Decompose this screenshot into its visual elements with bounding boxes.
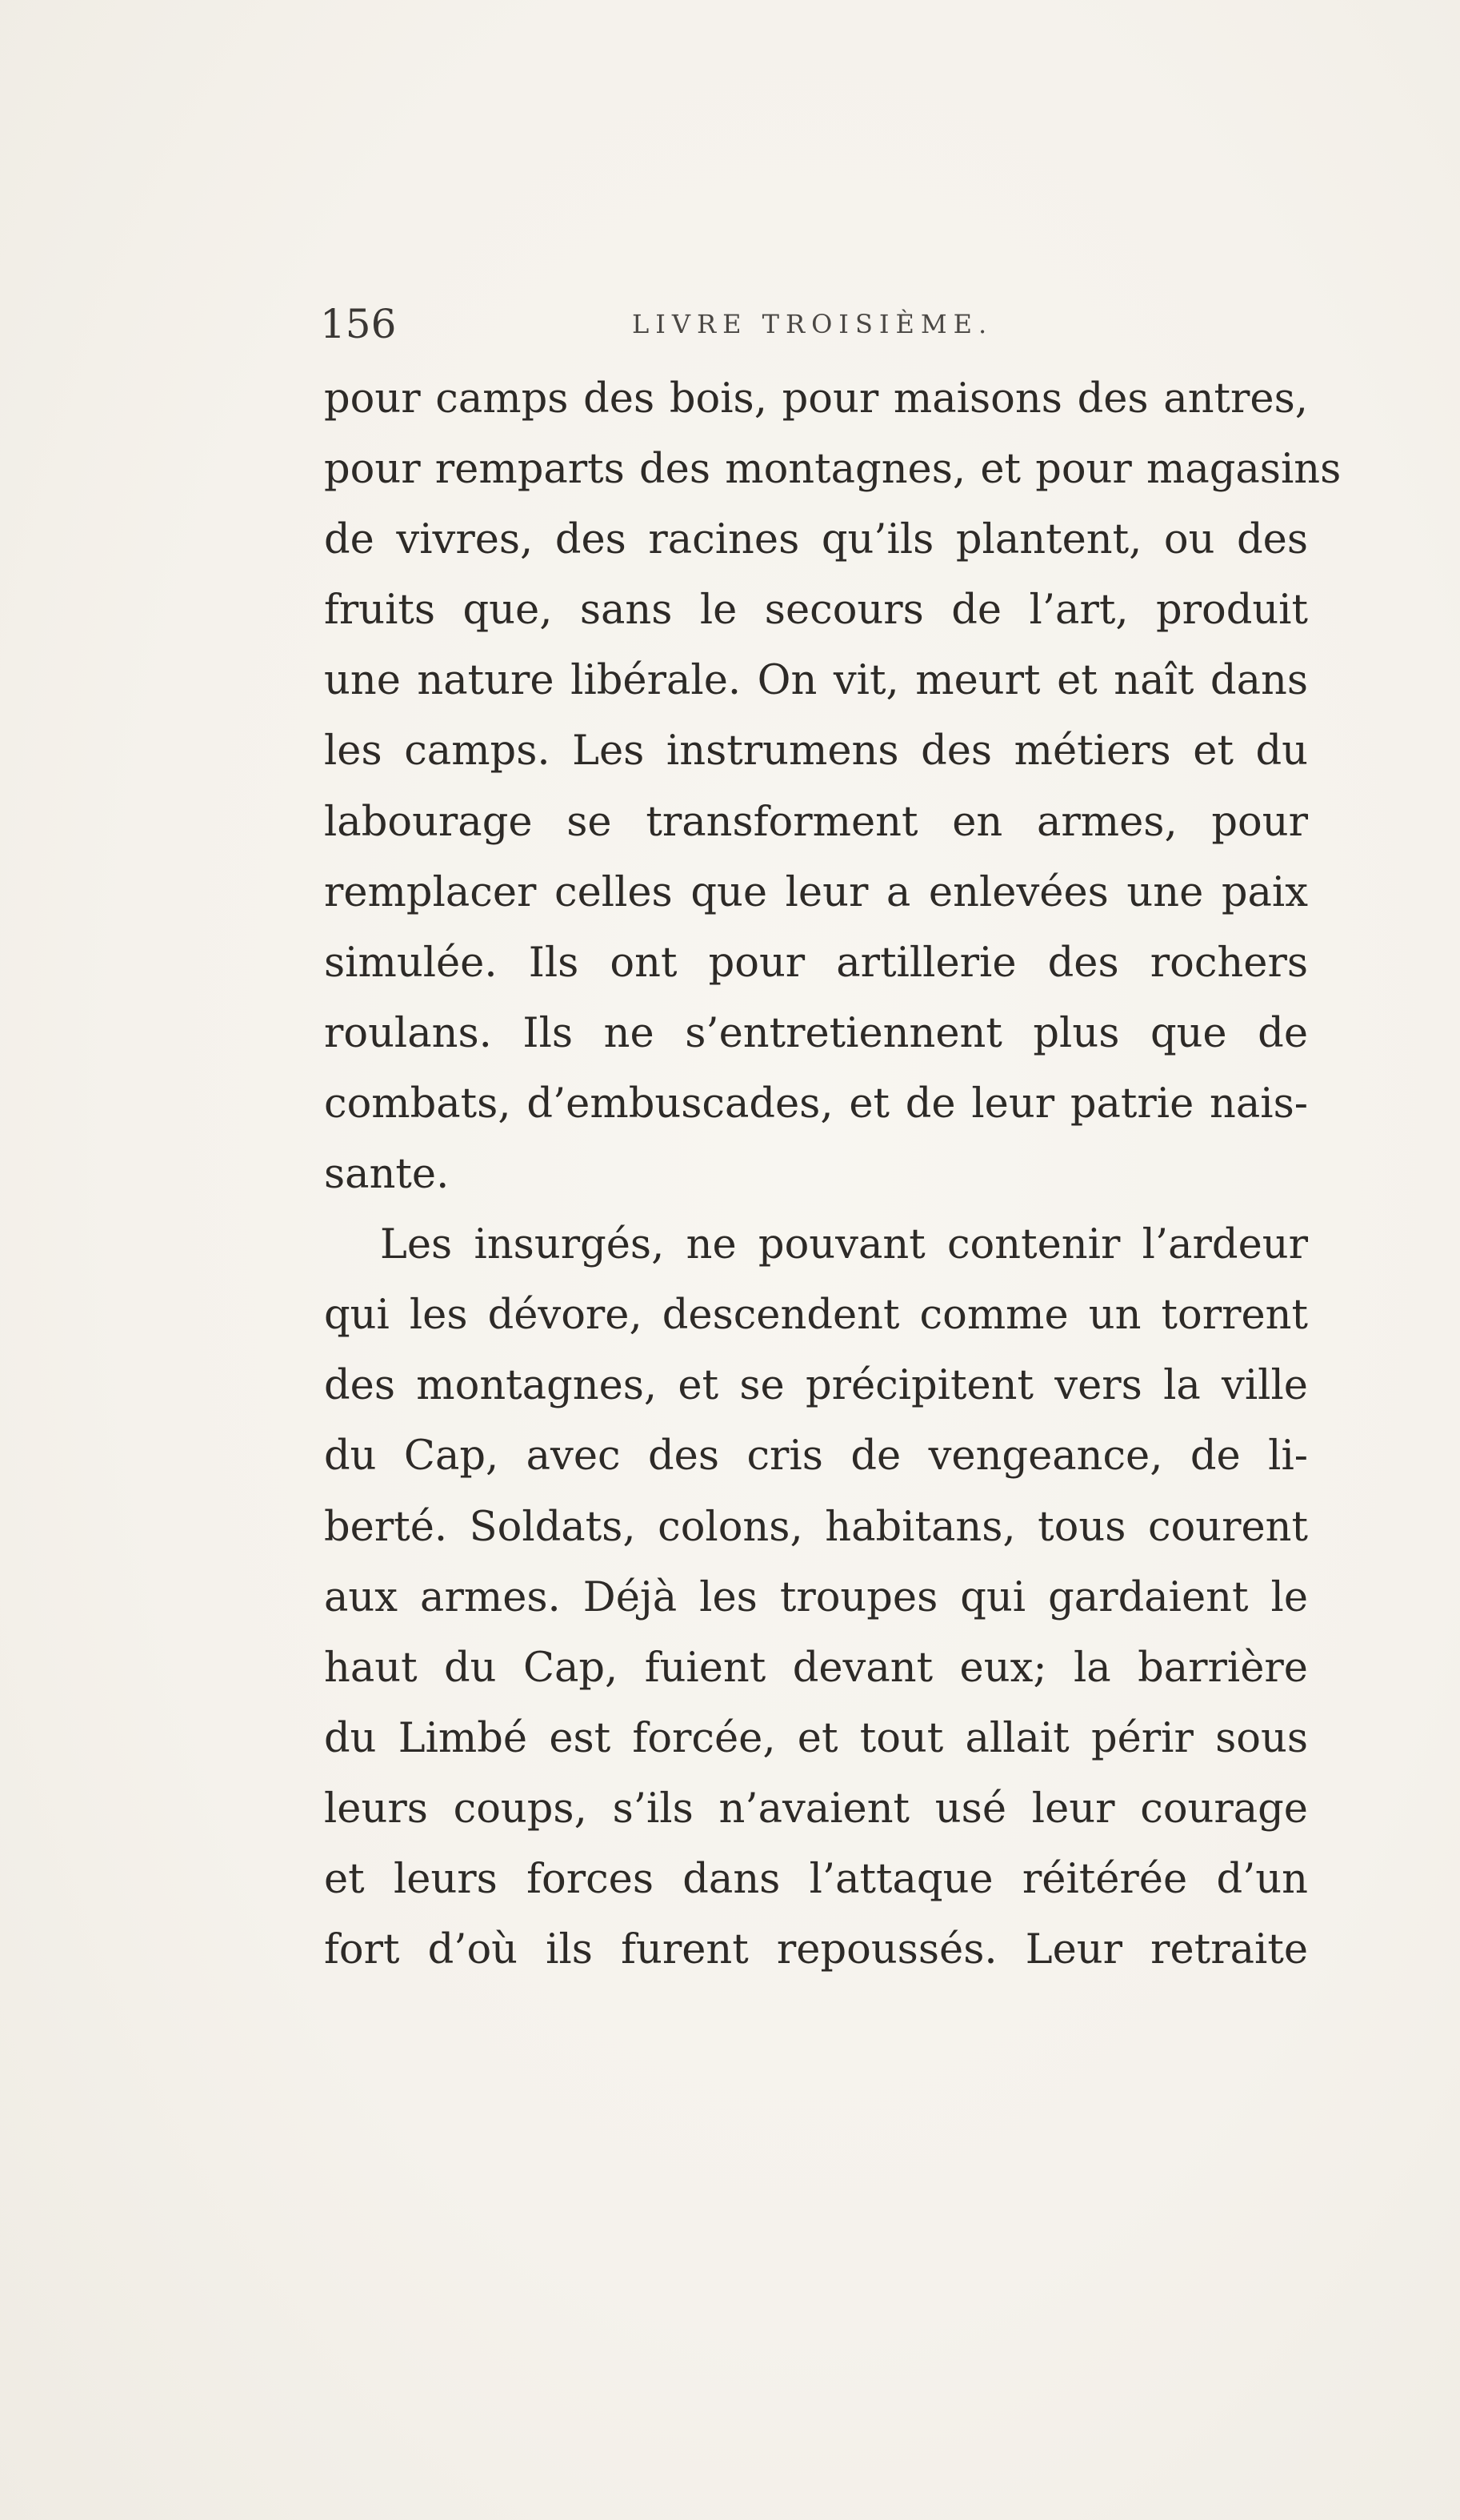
text-line: des montagnes, et se précipitent vers la ville bbox=[324, 1362, 1308, 1410]
text-line: leurs coups, s’ils n’avaient usé leur courage bbox=[324, 1785, 1308, 1833]
text-line: les camps. Les instrumens des métiers et du bbox=[324, 727, 1308, 775]
text-line: combats, d’embuscades, et de leur patrie nais- bbox=[324, 1080, 1308, 1128]
text-line: roulans. Ils ne s’entretiennent plus que de bbox=[324, 1009, 1308, 1057]
text-line: pour remparts des montagnes, et pour magasins bbox=[324, 446, 1342, 494]
running-head: LIVRE TROISIÈME. bbox=[632, 309, 994, 339]
body-text bbox=[324, 364, 1342, 1985]
text-line: berté. Soldats, colons, habitans, tous courent bbox=[324, 1503, 1308, 1551]
text-line: labourage se transforment en armes, pour bbox=[324, 798, 1308, 846]
text-line: du Cap, avec des cris de vengeance, de li- bbox=[324, 1432, 1308, 1480]
text-line: une nature libérale. On vit, meurt et naît dans bbox=[324, 657, 1308, 705]
text-line: remplacer celles que leur a enlevées une paix bbox=[324, 868, 1308, 916]
text-line: haut du Cap, fuient devant eux; la barrière bbox=[324, 1644, 1308, 1692]
paragraph-first-line: Les insurgés, ne pouvant contenir l’ardeur bbox=[380, 1221, 1308, 1269]
text-line: du Limbé est forcée, et tout allait périr sous bbox=[324, 1714, 1308, 1762]
text-line: pour camps des bois, pour maisons des antres, bbox=[324, 375, 1308, 423]
text-line: fruits que, sans le secours de l’art, produit bbox=[324, 587, 1308, 635]
text-line: et leurs forces dans l’attaque réitérée d’un bbox=[324, 1855, 1308, 1903]
text-line: simulée. Ils ont pour artillerie des rochers bbox=[324, 939, 1308, 987]
text-line: fort d’où ils furent repoussés. Leur retraite bbox=[324, 1926, 1308, 1974]
paragraph-end-line: sante. bbox=[324, 1151, 450, 1199]
page-header bbox=[320, 292, 1312, 356]
text-line: de vivres, des racines qu’ils plantent, ou des bbox=[324, 516, 1308, 564]
page-number: 156 bbox=[320, 301, 397, 347]
text-line: qui les dévore, descendent comme un torrent bbox=[324, 1292, 1308, 1340]
text-line: aux armes. Déjà les troupes qui gardaient le bbox=[324, 1573, 1308, 1621]
